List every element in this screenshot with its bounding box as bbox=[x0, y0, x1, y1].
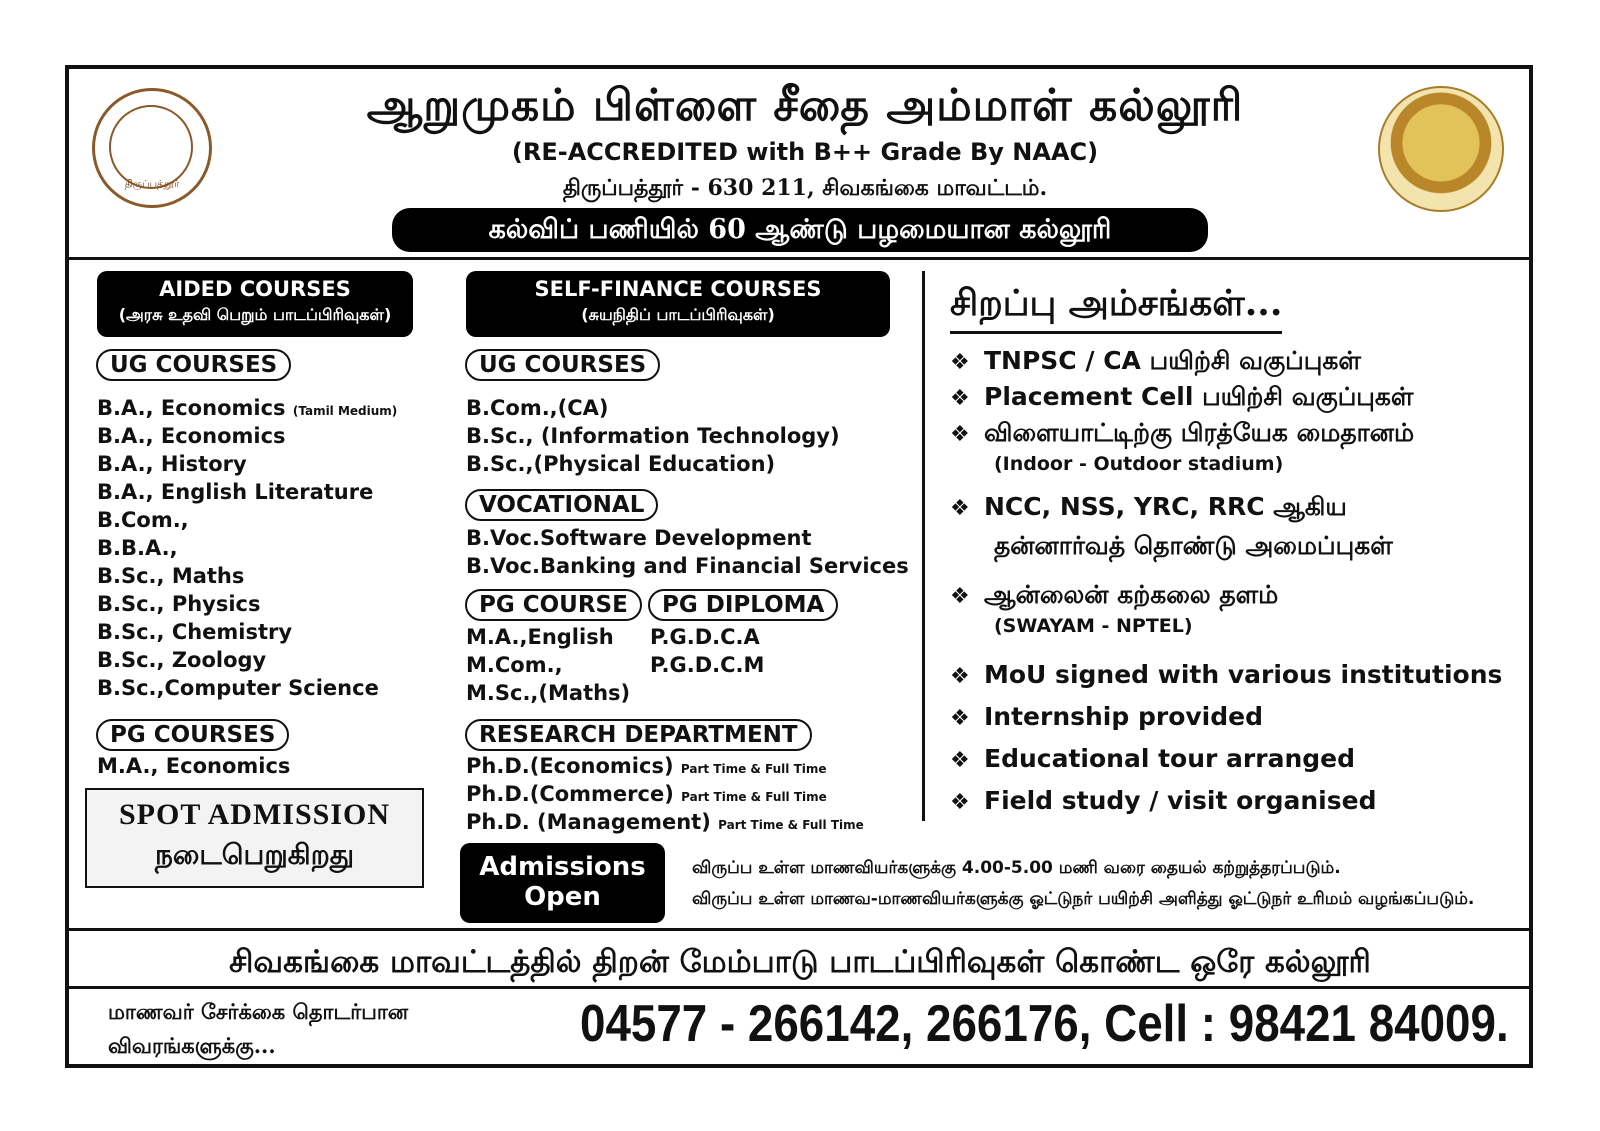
accreditation: (RE-ACCREDITED with B++ Grade By NAAC) bbox=[511, 138, 1099, 166]
list-item: B.Voc.Banking and Financial Services bbox=[466, 554, 909, 578]
college-name: ஆறுமுகம் பிள்ளை சீதை அம்மாள் கல்லூரி bbox=[366, 80, 1244, 131]
study-mode-note: Part Time & Full Time bbox=[681, 790, 827, 804]
feature-item: ❖ TNPSC / CA பயிற்சி வகுப்புகள் bbox=[950, 346, 1361, 375]
feature-item: ❖ Placement Cell பயிற்சி வகுப்புகள் bbox=[950, 382, 1414, 411]
bullet-icon: ❖ bbox=[950, 706, 970, 731]
aided-heading-sub: (அரசு உதவி பெறும் பாடப்பிரிவுகள்) bbox=[118, 305, 392, 324]
sf-ug-pill: UG COURSES bbox=[465, 349, 660, 381]
bullet-icon: ❖ bbox=[950, 748, 970, 773]
self-finance-heading bbox=[466, 271, 890, 337]
aided-ug-pill: UG COURSES bbox=[96, 349, 291, 381]
vocational-list bbox=[466, 524, 909, 580]
spot-line2: நடைபெறுகிறது bbox=[154, 838, 355, 871]
divider-footer-top bbox=[69, 928, 1529, 931]
pg-course-pill: PG COURSE bbox=[465, 589, 642, 621]
list-item: B.Sc., (Information Technology) bbox=[466, 424, 840, 448]
list-item: Ph.D. (Management) Part Time & Full Time bbox=[466, 810, 864, 834]
research-pill: RESEARCH DEPARTMENT bbox=[465, 719, 812, 751]
bullet-icon: ❖ bbox=[950, 422, 970, 447]
bullet-icon: ❖ bbox=[950, 386, 970, 411]
bullet-icon: ❖ bbox=[950, 790, 970, 815]
aided-pg-pill: PG COURSES bbox=[96, 719, 289, 751]
pg-diploma-list bbox=[650, 623, 764, 679]
pg-diploma-pill: PG DIPLOMA bbox=[648, 589, 838, 621]
emblem-text: திருப்பத்தூர் bbox=[124, 179, 180, 190]
feature-item: ❖ Educational tour arranged bbox=[950, 744, 1355, 773]
research-list bbox=[466, 752, 864, 836]
list-item: B.A., Economics (Tamil Medium) bbox=[97, 396, 398, 420]
list-item: M.A., Economics bbox=[97, 754, 291, 778]
feature-item: ❖ ஆன்லைன் கற்கலை தளம் (SWAYAM - NPTEL) bbox=[950, 580, 1279, 637]
list-item: P.G.D.C.M bbox=[650, 653, 765, 677]
sf-ug-list bbox=[466, 394, 840, 478]
feature-item: ❖ Internship provided bbox=[950, 702, 1263, 731]
divider-footer-bottom bbox=[69, 986, 1529, 989]
list-item: B.A., Economics bbox=[97, 424, 286, 448]
list-item: B.Voc.Software Development bbox=[466, 526, 812, 550]
list-item: M.Sc.,(Maths) bbox=[466, 681, 631, 705]
list-item: Ph.D.(Economics) Part Time & Full Time bbox=[466, 754, 827, 778]
divider-top bbox=[69, 257, 1529, 260]
address: திருப்பத்தூர் - 630 211, சிவகங்கை மாவட்டம். bbox=[562, 175, 1048, 201]
study-mode-note: Part Time & Full Time bbox=[718, 818, 864, 832]
feature-item: ❖ NCC, NSS, YRC, RRC ஆகிய தன்னார்வத் தொண்டு அமைப்புகள் bbox=[950, 492, 1393, 564]
features-title: சிறப்பு அம்சங்கள்... bbox=[950, 282, 1282, 334]
tailoring-note: விருப்ப உள்ள மாணவியர்களுக்கு 4.00-5.00 மணி வரை தையல் கற்றுத்தரப்படும். bbox=[692, 858, 1341, 878]
feature-subtext: (Indoor - Outdoor stadium) bbox=[994, 453, 1284, 475]
spot-admission-box bbox=[85, 788, 424, 888]
aided-ug-list bbox=[97, 394, 397, 702]
list-item: P.G.D.C.A bbox=[650, 625, 760, 649]
bullet-icon: ❖ bbox=[950, 350, 970, 375]
aided-heading bbox=[97, 271, 413, 337]
list-item: M.Com., bbox=[466, 653, 563, 677]
list-item: B.Sc., Zoology bbox=[97, 648, 267, 672]
phone-numbers: 04577 - 266142, 266176, Cell : 98421 84009. bbox=[580, 995, 1509, 1053]
bullet-icon: ❖ bbox=[950, 664, 970, 689]
list-item: B.B.A., bbox=[97, 536, 178, 560]
driving-note: விருப்ப உள்ள மாணவ-மாணவியர்களுக்கு ஓட்டுநர் பயிற்சி அளித்து ஓட்டுநர் உரிமம் வழங்கப்படும். bbox=[692, 889, 1475, 909]
feature-item: ❖ Field study / visit organised bbox=[950, 786, 1377, 815]
feature-item: ❖ MoU signed with various institutions bbox=[950, 660, 1503, 689]
heritage-banner: கல்விப் பணியில் 60 ஆண்டு பழமையான கல்லூரி bbox=[392, 208, 1208, 252]
feature-subtext: (SWAYAM - NPTEL) bbox=[994, 615, 1193, 637]
list-item: B.Sc., Maths bbox=[97, 564, 245, 588]
admissions-line1: Admissions bbox=[479, 852, 646, 882]
study-mode-note: Part Time & Full Time bbox=[680, 762, 827, 776]
list-item: B.Sc., Chemistry bbox=[97, 620, 293, 644]
aided-pg-list bbox=[97, 752, 290, 780]
admissions-open-badge bbox=[460, 843, 665, 923]
list-item: M.A.,English bbox=[466, 625, 614, 649]
list-item: B.Sc.,Computer Science bbox=[97, 676, 379, 700]
pg-course-list bbox=[466, 623, 630, 707]
aided-heading-title: AIDED COURSES bbox=[159, 277, 351, 301]
list-item: B.A., English Literature bbox=[97, 480, 374, 504]
bullet-icon: ❖ bbox=[950, 496, 970, 521]
sf-heading-title: SELF-FINANCE COURSES bbox=[534, 277, 822, 301]
list-item: B.A., History bbox=[97, 452, 247, 476]
bullet-icon: ❖ bbox=[950, 584, 970, 609]
sf-heading-sub: (சுயநிதிப் பாடப்பிரிவுகள்) bbox=[581, 305, 775, 324]
contact-line2: விவரங்களுக்கு... bbox=[108, 1033, 276, 1058]
medium-note: (Tamil Medium) bbox=[292, 404, 398, 418]
contact-line1: மாணவர் சேர்க்கை தொடர்பான bbox=[108, 999, 409, 1024]
footer-tagline: சிவகங்கை மாவட்டத்தில் திறன் மேம்பாடு பாடப்பிரிவுகள் கொண்ட ஒரே கல்லூரி bbox=[229, 944, 1371, 980]
list-item: B.Sc., Physics bbox=[97, 592, 261, 616]
list-item: B.Com.,(CA) bbox=[466, 396, 609, 420]
list-item: Ph.D.(Commerce) Part Time & Full Time bbox=[466, 782, 827, 806]
contact-label bbox=[108, 995, 408, 1063]
admissions-line2: Open bbox=[524, 882, 601, 912]
feature-item: ❖ விளையாட்டிற்கு பிரத்யேக மைதானம் (Indoor - Outdoor stadium) bbox=[950, 418, 1415, 475]
feature-continuation: தன்னார்வத் தொண்டு அமைப்புகள் bbox=[994, 531, 1393, 560]
college-emblem-left bbox=[92, 88, 212, 208]
vocational-pill: VOCATIONAL bbox=[465, 489, 658, 521]
list-item: B.Sc.,(Physical Education) bbox=[466, 452, 776, 476]
spot-line1: SPOT ADMISSION bbox=[118, 798, 391, 831]
list-item: B.Com., bbox=[97, 508, 189, 532]
divider-vertical bbox=[922, 271, 925, 821]
jubilee-emblem-right bbox=[1378, 86, 1504, 212]
